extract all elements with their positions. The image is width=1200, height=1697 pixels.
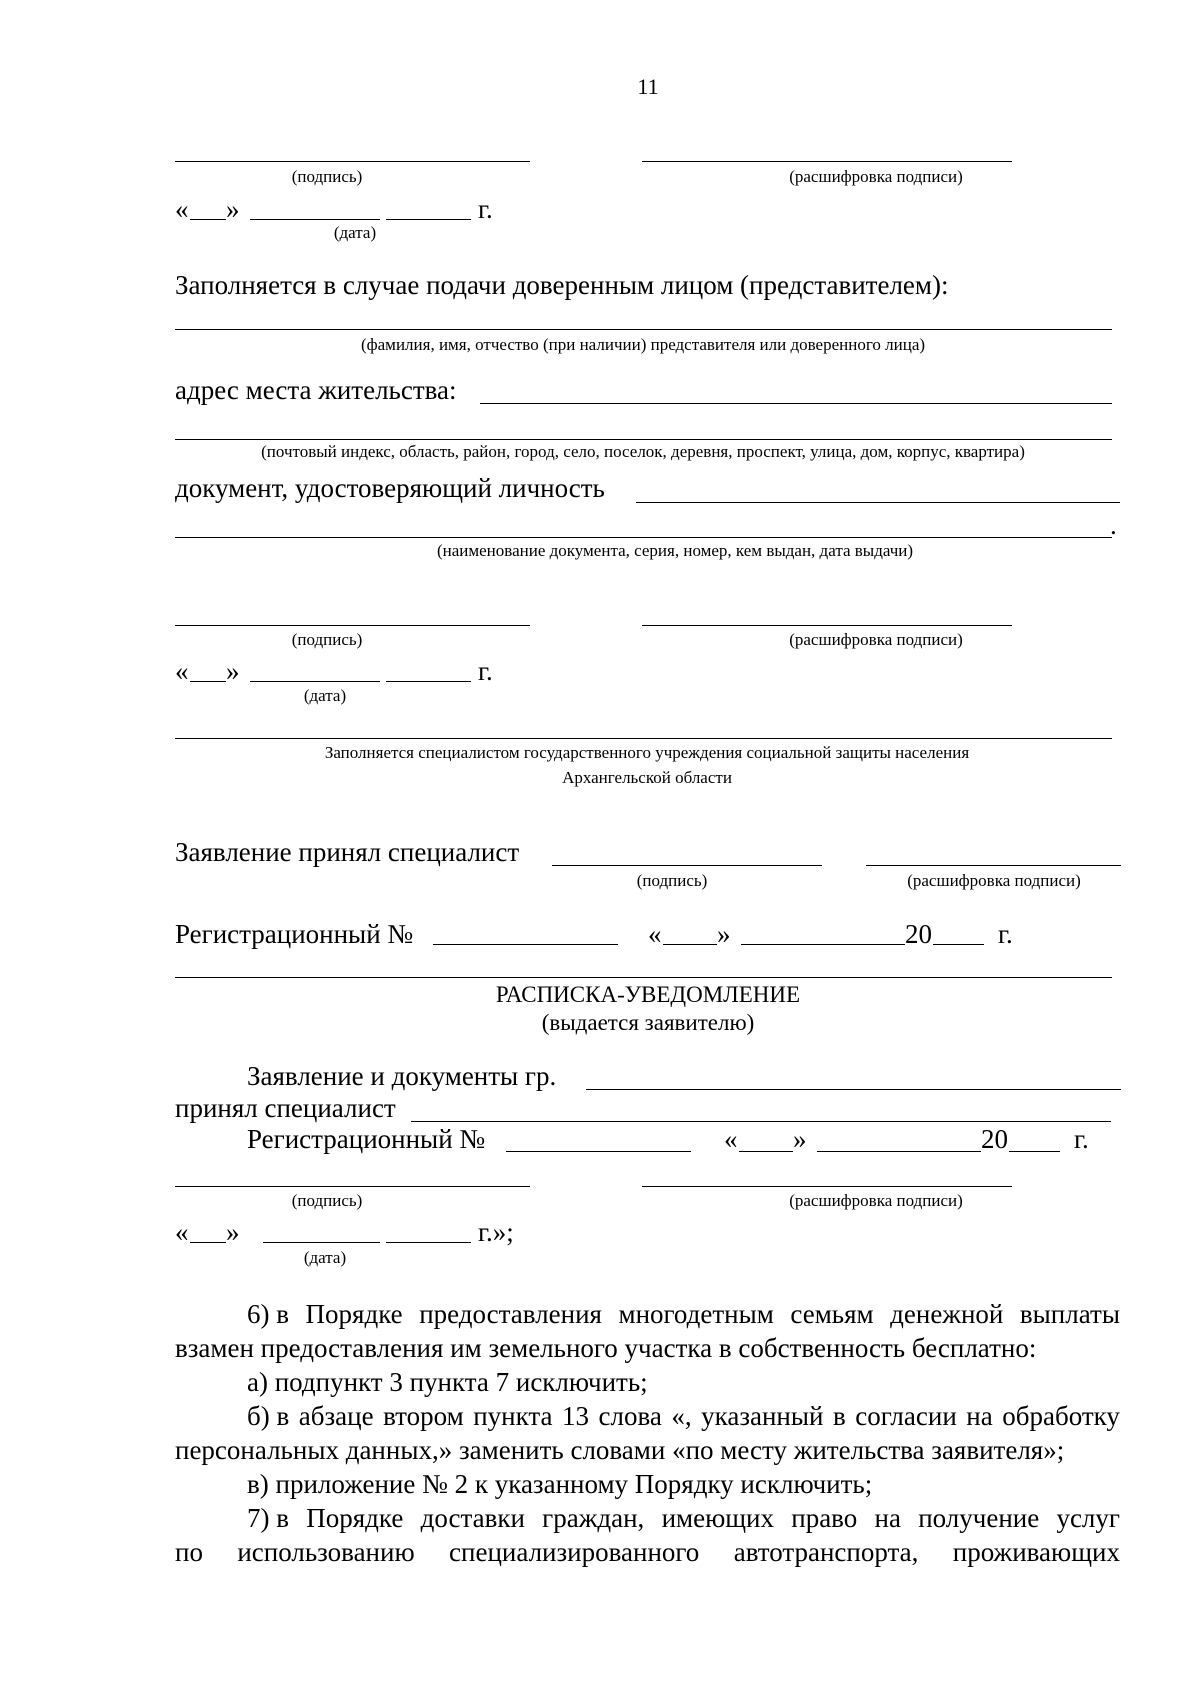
signature-decoding-line (642, 161, 1012, 162)
word: получение (918, 1503, 1040, 1533)
id-document-line-1 (636, 502, 1120, 503)
date-day-line (190, 219, 226, 220)
item-v: в) приложение № 2 к указанному Порядку исключить; (247, 1469, 873, 1499)
id-document-caption: (наименование документа, серия, номер, кем выдан, дата выдачи) (436, 541, 914, 560)
date-caption: (дата) (333, 223, 377, 242)
word: на (874, 1503, 901, 1533)
address-line-2 (175, 439, 1112, 440)
specialist-signature-caption: (подпись) (636, 871, 708, 890)
date-year-line (386, 219, 471, 220)
word: предоставления (419, 1299, 602, 1329)
signature-line (175, 625, 530, 626)
word: Порядке (306, 1503, 404, 1533)
word: слова (598, 1401, 662, 1431)
signature-caption: (подпись) (291, 630, 363, 649)
receipt-registration-number-line (506, 1151, 691, 1152)
registration-label: Регистрационный № (175, 919, 414, 949)
registration-open-quote: « (648, 919, 662, 949)
word: в (832, 1401, 846, 1431)
specialist-decoding-caption: (расшифровка подписи) (907, 871, 1081, 890)
word: абзаце (298, 1401, 374, 1431)
word: проживающих (952, 1537, 1120, 1567)
word: многодетным (618, 1299, 774, 1329)
receipt-year-prefix: 20 (981, 1124, 1008, 1154)
receipt-subtitle: (выдается заявителю) (541, 1010, 755, 1035)
word: согласии (855, 1401, 957, 1431)
address-label: адрес места жительства: (175, 375, 457, 405)
word: использованию (237, 1537, 415, 1567)
word: указанный (701, 1401, 824, 1431)
date-year-suffix: г. (478, 194, 493, 224)
word: автотранспорта, (733, 1537, 919, 1567)
receipt-day-line (739, 1151, 793, 1152)
receipt-documents-label: Заявление и документы гр. (247, 1061, 557, 1091)
item-b-line-1 (247, 1403, 1120, 1430)
receipt-title: РАСПИСКА-УВЕДОМЛЕНИЕ (495, 982, 801, 1007)
paragraph-6-line-1 (247, 1301, 1120, 1328)
registration-year-prefix: 20 (905, 919, 932, 949)
word: доставки (420, 1503, 525, 1533)
representative-name-caption: (фамилия, имя, отчество (при наличии) представителя или доверенного лица) (360, 335, 926, 354)
specialist-signature-line (552, 865, 822, 866)
paragraph-7-line-2 (175, 1539, 1120, 1566)
id-document-end: . (1110, 510, 1117, 540)
date-year-line (386, 1242, 471, 1243)
receipt-specialist-line (411, 1121, 1111, 1122)
receipt-year-line (1009, 1151, 1060, 1152)
receipt-citizen-line (586, 1089, 1121, 1090)
word: 6) в (247, 1299, 289, 1329)
date-open-quote: « (175, 656, 189, 686)
date-caption: (дата) (303, 1248, 347, 1267)
date-month-line (263, 1242, 380, 1243)
item-a: а) подпункт 3 пункта 7 исключить; (247, 1367, 648, 1397)
word: граждан, (542, 1503, 645, 1533)
specialist-note-line-2: Архангельской области (562, 768, 732, 787)
receipt-accepted-label: принял специалист (175, 1093, 396, 1123)
word: 13 (561, 1401, 589, 1431)
signature-line (175, 1186, 530, 1187)
address-line-1 (480, 403, 1112, 404)
item-b-line-2: персональных данных,» заменить словами «по месту жительства заявителя»; (175, 1435, 1065, 1465)
word: услуг (1056, 1503, 1120, 1533)
registration-year-suffix: г. (998, 919, 1013, 949)
id-document-line-2 (175, 537, 1112, 538)
word: выплаты (1019, 1299, 1120, 1329)
paragraph-6-line-2: взамен предоставления им земельного участка в собственность бесплатно: (175, 1333, 1037, 1363)
address-caption: (почтовый индекс, область, район, город, село, поселок, деревня, проспект, улица, дом, корпус, квартира) (261, 442, 1025, 461)
representative-heading: Заполняется в случае подачи доверенным лицом (представителем): (175, 270, 949, 300)
word: 7) в (247, 1503, 289, 1533)
section-divider (175, 738, 1112, 739)
registration-day-line (663, 944, 717, 945)
signature-caption: (подпись) (291, 1191, 363, 1210)
paragraph-7-line-1 (247, 1505, 1120, 1532)
signature-caption: (подпись) (291, 167, 363, 186)
word: пункта (473, 1401, 553, 1431)
word: обработку (1002, 1401, 1120, 1431)
date-month-line (250, 681, 380, 682)
word: Порядке (305, 1299, 403, 1329)
registration-month-line (741, 944, 905, 945)
word: на (966, 1401, 993, 1431)
date-close-quote: » (226, 194, 240, 224)
section-divider (175, 977, 1112, 978)
word: денежной (890, 1299, 1004, 1329)
signature-decoding-line (642, 625, 1012, 626)
signature-decoding-caption: (расшифровка подписи) (789, 167, 963, 186)
signature-decoding-caption: (расшифровка подписи) (789, 1191, 963, 1210)
word: по (175, 1537, 203, 1567)
date-day-line (190, 681, 226, 682)
specialist-note-line-1: Заполняется специалистом государственного учреждения социальной защиты населения (324, 743, 970, 762)
date-day-line (190, 1242, 226, 1243)
signature-line (175, 161, 530, 162)
registration-number-line (433, 944, 618, 945)
date-open-quote: « (175, 1217, 189, 1247)
receipt-close-quote: » (793, 1124, 807, 1154)
specialist-accepted-label: Заявление принял специалист (175, 837, 520, 867)
registration-close-quote: » (717, 919, 731, 949)
date-open-quote: « (175, 194, 189, 224)
word: семьям (790, 1299, 874, 1329)
date-close-quote: » (226, 1217, 240, 1247)
receipt-open-quote: « (724, 1124, 738, 1154)
word: право (791, 1503, 858, 1533)
date-year-suffix: г.»; (478, 1217, 514, 1247)
date-year-line (386, 681, 471, 682)
word: «, (671, 1401, 692, 1431)
receipt-month-line (817, 1151, 981, 1152)
word: втором (383, 1401, 464, 1431)
signature-decoding-caption: (расшифровка подписи) (789, 630, 963, 649)
registration-year-line (933, 944, 984, 945)
receipt-year-suffix: г. (1074, 1124, 1089, 1154)
date-close-quote: » (226, 656, 240, 686)
signature-decoding-line (642, 1186, 1012, 1187)
representative-name-line (175, 329, 1112, 330)
word: специализированного (449, 1537, 700, 1567)
date-caption: (дата) (303, 686, 347, 705)
word: имеющих (661, 1503, 774, 1533)
receipt-registration-label: Регистрационный № (247, 1124, 486, 1154)
date-month-line (250, 219, 380, 220)
date-year-suffix: г. (478, 656, 493, 686)
word: б) в (247, 1401, 290, 1431)
specialist-decoding-line (866, 865, 1121, 866)
page-number: 11 (637, 74, 659, 99)
id-document-label: документ, удостоверяющий личность (175, 473, 605, 503)
